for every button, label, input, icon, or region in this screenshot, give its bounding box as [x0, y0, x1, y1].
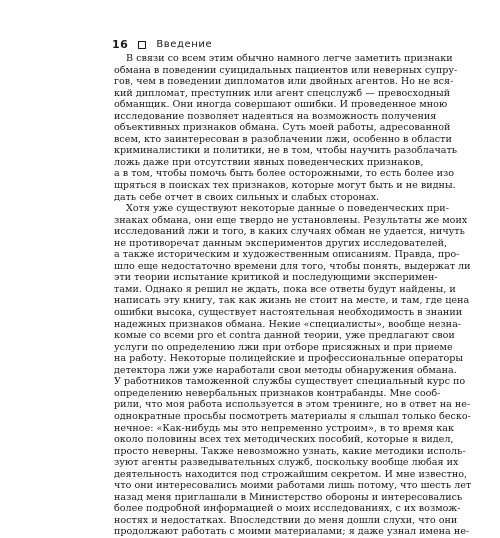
text-line: продолжают работать с моими материалами; я даже узнал имена не- [114, 526, 470, 538]
text-line: щряться в поисках тех признаков, которые могут быть и не видны. [114, 180, 456, 192]
text-line: эти теории испытание критикой и последующими эксперимен- [114, 272, 438, 284]
text-line: деятельность находится под строжайшим секретом. И мне известно, [114, 468, 468, 480]
text-line: около половины всех тех методических пособий, которые я видел, [114, 434, 454, 446]
text-line: рили, что моя работа используется в этом тренинге, но в ответ на не- [114, 399, 471, 411]
text-line: определению невербальных признаков контрабанды. Мне сооб- [114, 387, 441, 399]
text-line: исследование позволяет надеяться на возможность получения [114, 110, 437, 122]
text-line: комые со всеми pro et contra данной теории, уже предлагают свои [114, 330, 455, 342]
text-line: просто неверны. Также невозможно узнать, какие методики исполь- [114, 445, 466, 457]
text-line: детектора лжи уже наработали свои методы обнаружения обмана. [114, 364, 457, 376]
text-line: более подробной информацией о моих исследованиях, с их возмож- [114, 503, 461, 515]
text-line: на работу. Некоторые полицейские и профессиональные операторы [114, 353, 464, 365]
text-line: У работников таможенной службы существует специальный курс по [114, 376, 466, 388]
text-line: что они интересовались моими работами лишь потому, что шесть лет [114, 480, 472, 492]
square-bullet-icon [138, 41, 146, 49]
text-line: надежных признаков обмана. Некие «специалисты», вообще незна- [114, 318, 462, 330]
text-line: В связи со всем этим обычно намного легче заметить признаки [126, 53, 453, 64]
text-line: однократные просьбы посмотреть материалы я слышал только беско- [114, 410, 471, 422]
text-line: ошибки высока, существует настоятельная необходимость в знании [114, 307, 463, 319]
page-header [112, 38, 212, 51]
text-line: объективных признаков обмана. Суть моей работы, адресованной [114, 122, 451, 134]
page-number: 16 [112, 38, 129, 51]
text-line: а в том, чтобы помочь быть более осторожными, то есть более изо [114, 168, 454, 180]
text-line: обмана в поведении суицидальных пациентов или неверных супру- [114, 64, 458, 76]
text-line: криминалистики и политики, не в том, чтобы научить разоблачать [114, 145, 458, 157]
text-line: назад меня приглашали в Министерство обороны и интересовались [114, 491, 463, 503]
text-line: нечное: «Как-нибудь мы это непременно устроим», в то время как [114, 422, 455, 434]
text-line: обманщик. Они иногда совершают ошибки. И проведенное мною [114, 99, 448, 111]
text-line: исследований лжи и того, в каких случаях обман не удается, ничуть [114, 226, 465, 238]
text-line: услуги по определению лжи при отборе присяжных и при приеме [114, 341, 453, 353]
text-line: всем, кто заинтересован в разоблачении лжи, особенно в области [114, 133, 452, 145]
text-line: тами. Однако я решил не ждать, пока все ответы будут найдены, и [114, 283, 456, 295]
text-line: зуют агенты разведывательных служб, поскольку вообще любая их [114, 457, 459, 469]
text-line: написать эту книгу, так как жизнь не стоит на месте, и там, где цена [114, 295, 470, 307]
text-line: шло еще недостаточно времени для того, чтобы понять, выдержат ли [114, 260, 471, 272]
text-line: ложь даже при отсутствии явных поведенческих признаков, [114, 156, 424, 168]
text-line: а также историческим и художественным описаниям. Правда, про- [114, 249, 460, 261]
text-line: Хотя уже существуют некоторые данные о поведенческих при- [126, 203, 449, 215]
text-line: ностях и недостатках. Впоследствии до меня дошли слухи, что они [114, 514, 458, 526]
body-text [114, 53, 472, 538]
text-line: знаках обмана, они еще твердо не установлены. Результаты же моих [114, 214, 468, 226]
section-title: Введение [156, 39, 213, 50]
text-line: кий дипломат, преступник или агент спецслужб — превосходный [114, 87, 451, 99]
text-line: не противоречат данным экспериментов других исследователей, [114, 237, 448, 249]
text-line: дать себе отчет в своих сильных и слабых сторонах. [114, 191, 380, 203]
text-line: гов, чем в поведении дипломатов или двойных агентов. Но не вся- [114, 76, 454, 88]
